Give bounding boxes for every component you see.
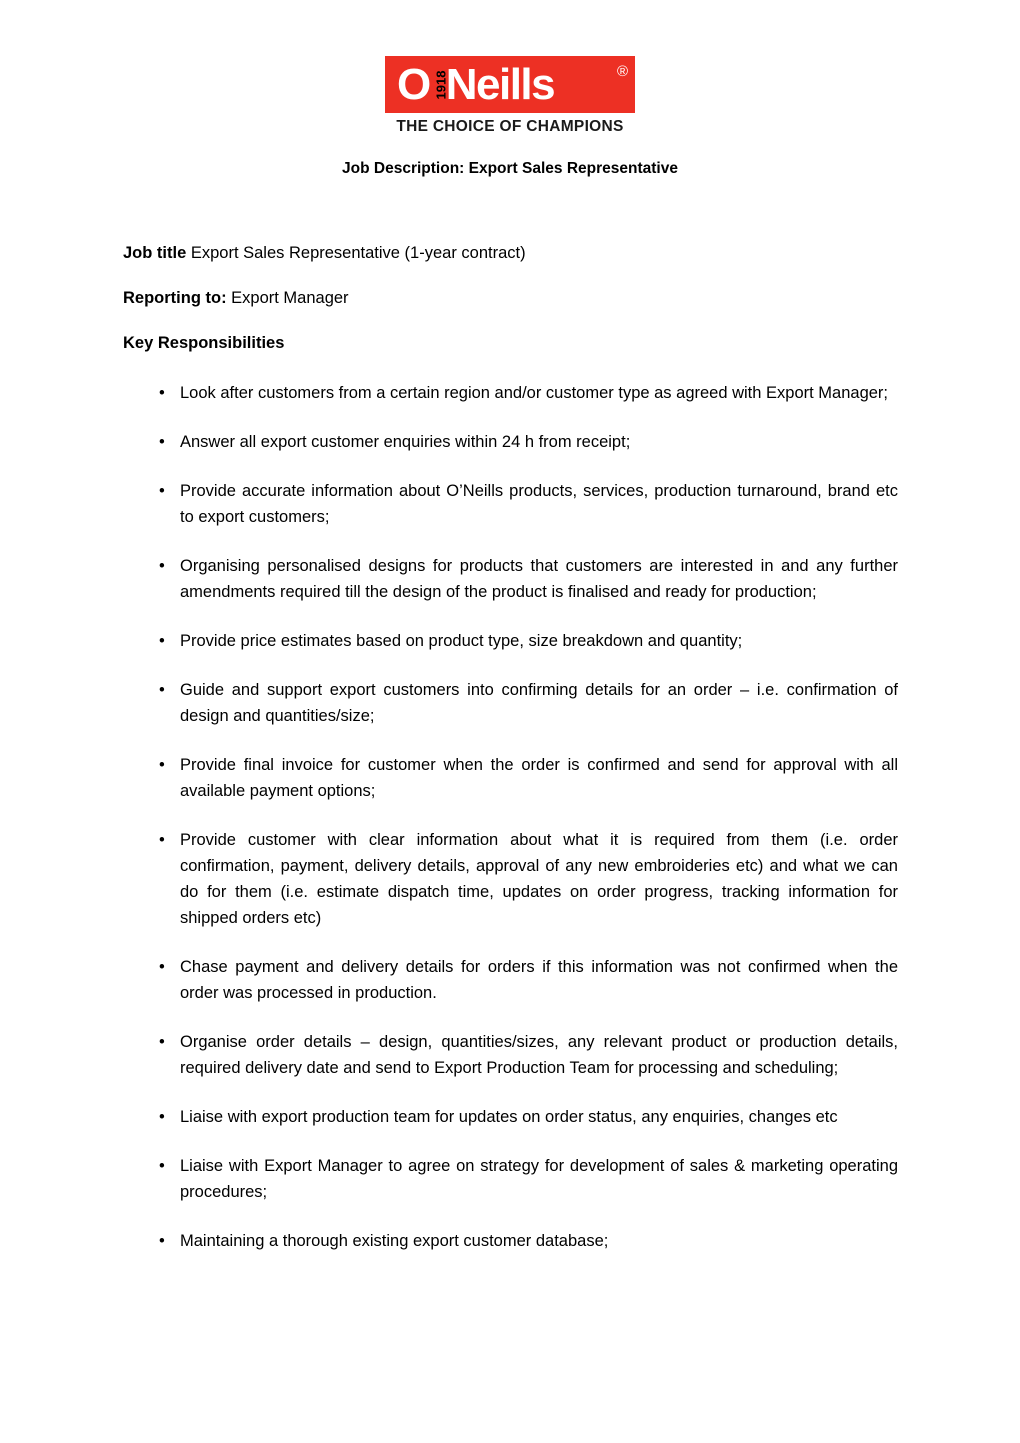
- list-item: [123, 380, 898, 406]
- list-item: [123, 827, 898, 931]
- document-body: [123, 243, 898, 1254]
- logo-letter-o: O: [397, 59, 430, 109]
- list-item-text: Look after customers from a certain region and/or customer type as agreed with Export Manager;: [180, 384, 889, 402]
- bullet-icon: •: [159, 1157, 165, 1175]
- list-item: [123, 478, 898, 530]
- list-item-text: Chase payment and delivery details for orders if this information was not confirmed when the order was processed in production.: [180, 958, 898, 1002]
- list-item-text: Maintaining a thorough existing export customer database;: [180, 1232, 609, 1250]
- bullet-icon: •: [159, 482, 165, 500]
- list-item: [123, 553, 898, 605]
- logo-badge: [385, 56, 635, 113]
- list-item: [123, 429, 898, 455]
- list-item: [123, 628, 898, 654]
- bullet-icon: •: [159, 1232, 165, 1250]
- list-item: [123, 677, 898, 729]
- registered-trademark-icon: ®: [616, 63, 628, 80]
- list-item: [123, 752, 898, 804]
- bullet-icon: •: [159, 1033, 165, 1051]
- job-title-line: [123, 243, 898, 263]
- reporting-to-label: Reporting to:: [123, 289, 227, 307]
- list-item: [123, 1153, 898, 1205]
- list-item-text: Provide final invoice for customer when the order is confirmed and send for approval with all available payment options;: [180, 756, 898, 800]
- list-item-text: Organising personalised designs for products that customers are interested in and any further amendments required till the design of the product is finalised and ready for production;: [180, 557, 898, 601]
- key-responsibilities-heading: Key Responsibilities: [123, 334, 285, 352]
- list-item-text: Guide and support export customers into confirming details for an order – i.e. confirmation of design and quantities/size;: [180, 681, 898, 725]
- list-item-text: Organise order details – design, quantities/sizes, any relevant product or production details, required delivery date and send to Export Production Team for processing and scheduling;: [180, 1033, 898, 1077]
- list-item: [123, 1228, 898, 1254]
- list-item-text: Provide customer with clear information about what it is required from them (i.e. order confirmation, payment, delivery details, approval of any new embroideries etc) and what we can do for them (i.e. estimate dispatch time, updates on order progress, tracking information for shipped orders etc): [180, 831, 898, 927]
- list-item-text: Provide price estimates based on product type, size breakdown and quantity;: [180, 632, 743, 650]
- list-item: [123, 1104, 898, 1130]
- logo-year-1918: 1918: [433, 70, 449, 99]
- list-item-text: Liaise with export production team for updates on order status, any enquiries, changes etc: [180, 1108, 838, 1126]
- company-logo: [0, 56, 1020, 136]
- bullet-icon: •: [159, 958, 165, 976]
- responsibilities-list: [123, 380, 898, 1254]
- job-title-label: Job title: [123, 244, 187, 262]
- bullet-icon: •: [159, 632, 165, 650]
- bullet-icon: •: [159, 756, 165, 774]
- list-item: [123, 1029, 898, 1081]
- job-title-value: Export Sales Representative (1-year contract): [186, 244, 526, 262]
- logo-tagline: THE CHOICE OF CHAMPIONS: [396, 118, 624, 135]
- logo-wordmark: [397, 59, 555, 109]
- list-item-text: Answer all export customer enquiries within 24 h from receipt;: [180, 433, 631, 451]
- list-item: [123, 954, 898, 1006]
- logo-letters-neills: Neills: [445, 59, 555, 109]
- list-item-text: Liaise with Export Manager to agree on strategy for development of sales & marketing operating procedures;: [180, 1157, 898, 1201]
- bullet-icon: •: [159, 557, 165, 575]
- bullet-icon: •: [159, 1108, 165, 1126]
- list-item-text: Provide accurate information about O’Neills products, services, production turnaround, brand etc to export customers;: [180, 482, 898, 526]
- bullet-icon: •: [159, 831, 165, 849]
- reporting-to-line: [123, 288, 898, 308]
- bullet-icon: •: [159, 681, 165, 699]
- reporting-to-value: Export Manager: [226, 289, 349, 307]
- bullet-icon: •: [159, 433, 165, 451]
- bullet-icon: •: [159, 384, 165, 402]
- page-title: Job Description: Export Sales Representative: [342, 160, 678, 177]
